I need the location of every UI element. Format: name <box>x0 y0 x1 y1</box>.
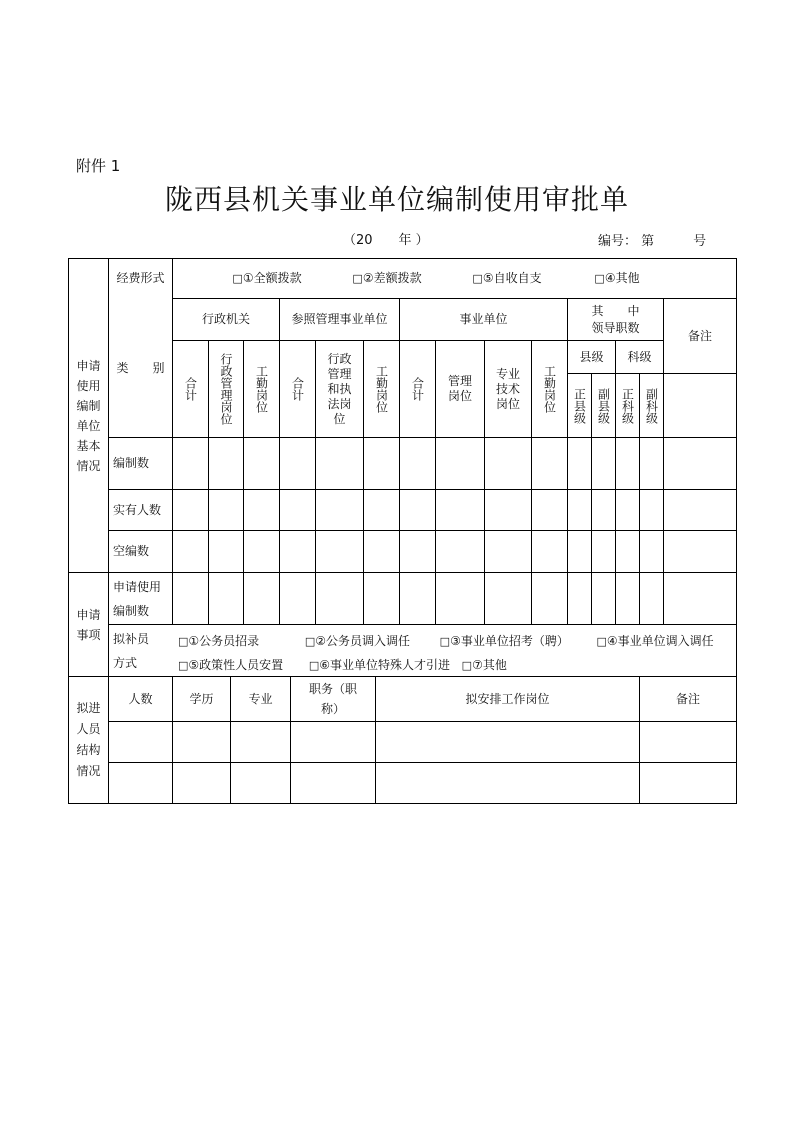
method-option-3[interactable]: □③事业单位招考（聘） <box>439 634 569 648</box>
checkbox-icon: □ <box>472 272 483 285</box>
group-admin: 行政机关 <box>201 312 250 326</box>
s3-header-post: 拟安排工作岗位 <box>465 691 550 706</box>
method-option-5[interactable]: □⑤政策性人员安置 <box>178 658 284 672</box>
s3-header-major: 专业 <box>248 691 273 706</box>
row-label-actual: 实有人数 <box>113 502 162 517</box>
category-label: 类 别 <box>116 360 165 375</box>
s3-header-remark: 备注 <box>675 691 700 706</box>
subcol-ref-labor: 工勤岗位 <box>374 365 389 413</box>
checkbox-icon: □ <box>594 272 605 285</box>
method-option-1[interactable]: □①公务员招录 <box>178 634 260 648</box>
row-label-vacant: 空编数 <box>113 544 150 558</box>
subcol-leader-county-deputy: 副县级 <box>596 387 611 424</box>
leader-section-level: 科级 <box>627 349 652 364</box>
method-option-4[interactable]: □④事业单位调入调任 <box>596 634 714 648</box>
methods-line-1 <box>178 632 714 649</box>
checkbox-icon: □ <box>461 659 473 672</box>
apply-label: 申请使用编制数 <box>113 579 162 618</box>
subcol-inst-labor: 工勤岗位 <box>542 365 557 413</box>
s3-header-title: 职务（职称） <box>308 682 357 716</box>
year-line: （20 年 ） <box>343 233 429 248</box>
subcol-leader-county-main: 正县级 <box>572 387 587 424</box>
group-ref-unit: 参照管理事业单位 <box>291 312 388 326</box>
funding-label: 经费形式 <box>116 271 165 285</box>
checkbox-icon: □ <box>232 272 243 285</box>
subcol-admin-mgmt: 行政管理岗位 <box>219 353 233 425</box>
method-option-7[interactable]: □⑦其他 <box>461 658 507 672</box>
checkbox-icon: □ <box>304 635 316 648</box>
checkbox-icon: □ <box>439 635 451 648</box>
group-inst-unit: 事业单位 <box>459 312 508 326</box>
funding-option-full[interactable]: □ ①全额拨款 <box>232 271 302 285</box>
subcol-inst-total: 合计 <box>410 377 425 401</box>
page-title: 陇西县机关事业单位编制使用审批单 <box>164 183 629 216</box>
checkbox-icon: □ <box>178 635 189 648</box>
checkbox-icon: □ <box>352 272 363 285</box>
s3-header-education: 学历 <box>189 691 214 706</box>
subcol-inst-mgmt: 管理岗位 <box>447 374 472 403</box>
section2-title: 申请事项 <box>76 607 101 642</box>
group-leader: 其 中 领导职数 <box>591 303 640 335</box>
subcol-ref-total: 合计 <box>290 377 305 401</box>
checkbox-icon: □ <box>178 659 189 672</box>
s3-header-count: 人数 <box>128 691 153 706</box>
funding-option-diff[interactable]: □ ②差额拨款 <box>352 271 422 285</box>
subcol-inst-tech: 专业技术岗位 <box>495 366 520 411</box>
leader-county-level: 县级 <box>579 349 604 364</box>
annex-label: 附件 1 <box>76 157 121 175</box>
method-label: 拟补员方式 <box>113 631 150 670</box>
subcol-leader-section-main: 正科级 <box>620 387 635 424</box>
method-option-2[interactable]: □②公务员调入调任 <box>304 634 410 648</box>
subcol-ref-mgmt: 行政管理和执法岗位 <box>327 351 352 426</box>
row-label-quota: 编制数 <box>113 456 150 470</box>
funding-option-other[interactable]: □ ④其他 <box>594 271 640 285</box>
method-option-6[interactable]: □⑥事业单位特殊人才引进 <box>308 658 450 672</box>
section1-title: 申请使用编制单位基本情况 <box>76 358 101 473</box>
section3-title: 拟进人员结构情况 <box>76 701 101 778</box>
subcol-leader-section-deputy: 副科级 <box>644 387 659 424</box>
subcol-admin-total: 合计 <box>183 377 198 401</box>
subcol-admin-labor: 工勤岗位 <box>254 365 269 413</box>
checkbox-icon: □ <box>596 635 607 648</box>
methods-line-2 <box>178 656 507 673</box>
serial-number-line: 编号： 第 号 <box>598 234 707 249</box>
funding-option-self[interactable]: □ ⑤自收自支 <box>472 271 542 285</box>
checkbox-icon: □ <box>308 659 320 672</box>
group-remark: 备注 <box>687 329 712 343</box>
